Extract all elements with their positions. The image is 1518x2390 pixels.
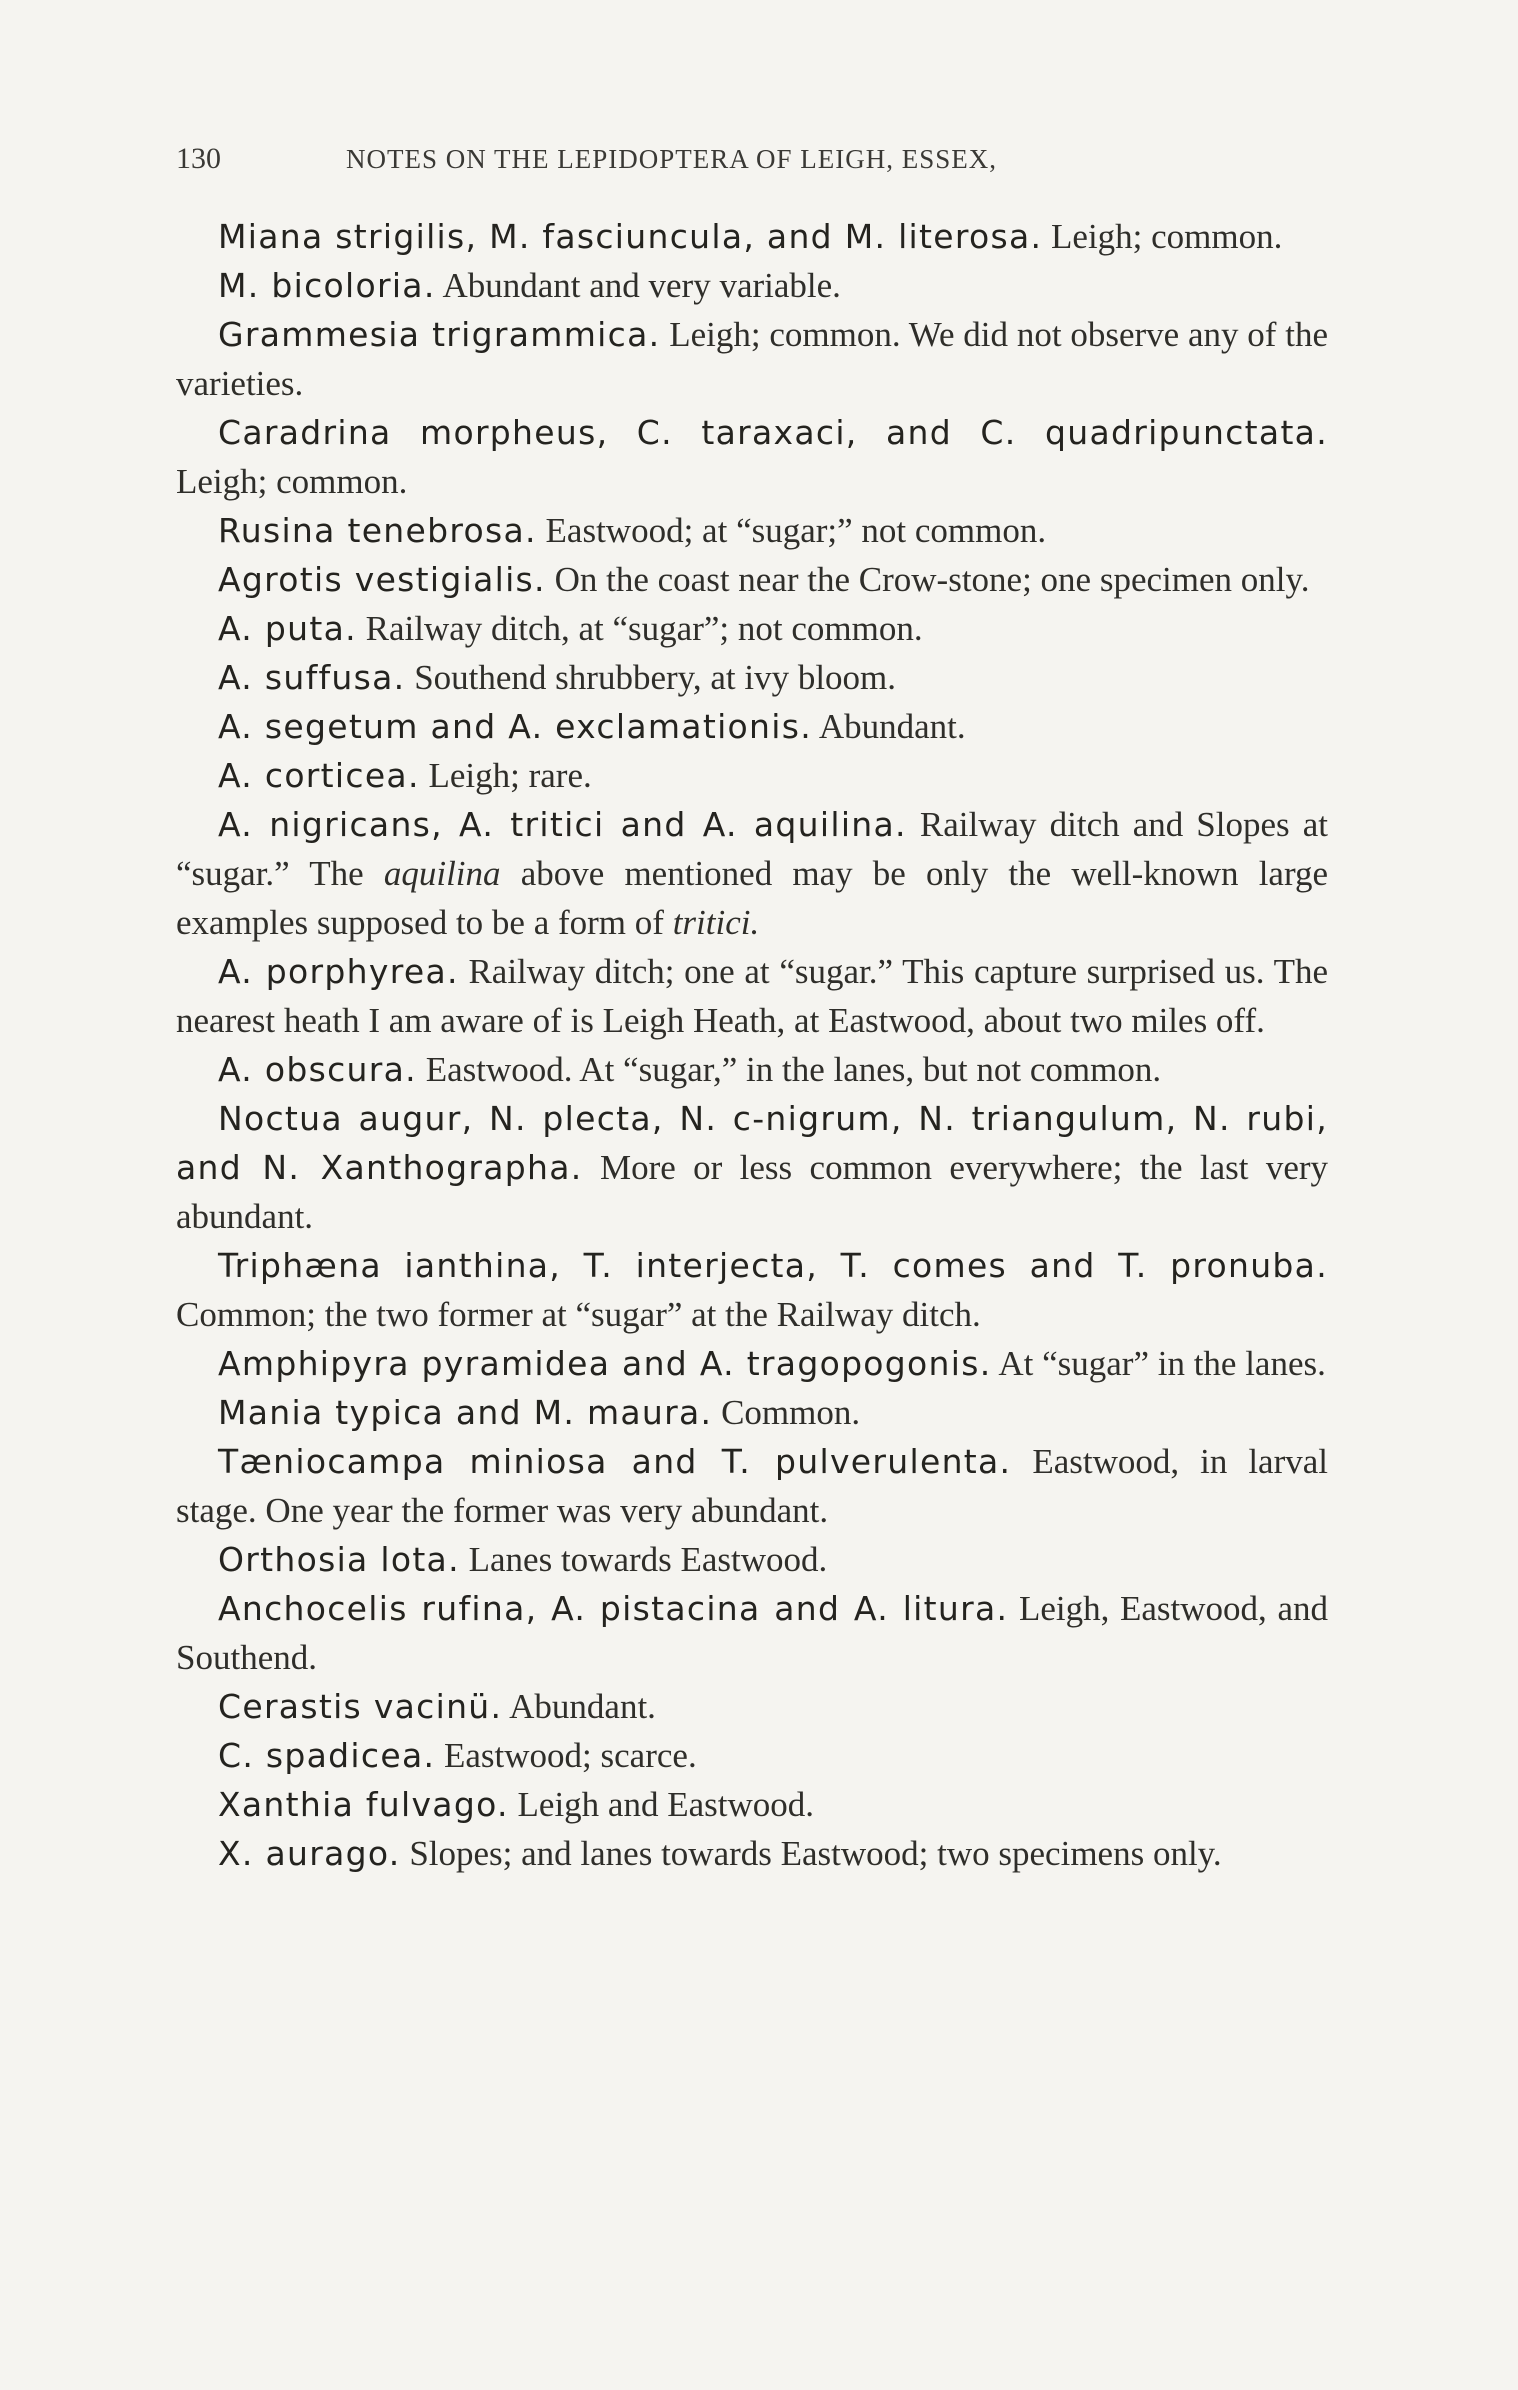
species-entry xyxy=(176,310,1328,408)
species-note: Lanes towards Eastwood. xyxy=(468,1540,828,1579)
species-note: Southend shrubbery, at ivy bloom. xyxy=(414,658,897,697)
species-note: Railway ditch; one at “sugar.” This capture surprised us. The nearest heath I am aware of is Leigh Heath, at Eastwood, about two miles off. xyxy=(176,952,1328,1040)
species-entry xyxy=(176,1682,1328,1731)
species-entry xyxy=(176,947,1328,1045)
species-entry xyxy=(176,506,1328,555)
species-name: Amphipyra pyramidea and A. tragopogonis. xyxy=(218,1344,992,1383)
species-name: C. spadicea. xyxy=(218,1736,436,1775)
species-note: Leigh; common. xyxy=(176,462,408,501)
species-entry xyxy=(176,1388,1328,1437)
species-name: Orthosia lota. xyxy=(218,1540,460,1579)
species-note: Railway ditch and Slopes at “sugar.” The xyxy=(176,805,1328,893)
species-note: Eastwood; at “sugar;” not common. xyxy=(545,511,1047,550)
species-note: Leigh and Eastwood. xyxy=(517,1785,814,1824)
species-note: Common; the two former at “sugar” at the Railway ditch. xyxy=(176,1295,981,1334)
page-number: 130 xyxy=(176,142,221,175)
species-name: Grammesia trigrammica. xyxy=(218,315,661,354)
species-italic-name: aquilina xyxy=(383,854,501,893)
species-italic-name: tritici. xyxy=(672,903,760,942)
species-entry xyxy=(176,1584,1328,1682)
species-note: Common. xyxy=(721,1393,861,1432)
species-name: A. nigricans, A. tritici and A. aquilina. xyxy=(218,805,907,844)
species-note: Eastwood. At “sugar,” in the lanes, but not common. xyxy=(425,1050,1162,1089)
species-entry xyxy=(176,1094,1328,1241)
species-name: Agrotis vestigialis. xyxy=(218,560,546,599)
species-entry xyxy=(176,212,1328,261)
species-entry xyxy=(176,1339,1328,1388)
species-note: Eastwood; scarce. xyxy=(444,1736,697,1775)
species-entry xyxy=(176,1045,1328,1094)
species-note: above mentioned may be only the well-known large examples supposed to be a form of xyxy=(176,854,1329,942)
species-entry xyxy=(176,702,1328,751)
species-entry xyxy=(176,1731,1328,1780)
species-entry xyxy=(176,604,1328,653)
species-name: Mania typica and M. maura. xyxy=(218,1393,713,1432)
species-name: Tæniocampa miniosa and T. pulverulenta. xyxy=(218,1442,1012,1481)
species-note: Abundant. xyxy=(818,707,966,746)
species-note: Eastwood, in larval stage. One year the former was very abundant. xyxy=(176,1442,1329,1530)
species-name: Xanthia fulvago. xyxy=(218,1785,509,1824)
species-name: Miana strigilis, M. fasciuncula, and M. literosa. xyxy=(218,217,1043,256)
species-note: Railway ditch, at “sugar”; not common. xyxy=(365,609,923,648)
species-name: X. aurago. xyxy=(218,1834,401,1873)
species-name: A. obscura. xyxy=(218,1050,417,1089)
species-entry xyxy=(176,408,1328,506)
species-entry xyxy=(176,1535,1328,1584)
running-head xyxy=(176,142,1336,176)
species-name: A. porphyrea. xyxy=(218,952,459,991)
species-name: A. suffusa. xyxy=(218,658,406,697)
species-name: M. bicoloria. xyxy=(218,266,436,305)
species-name: Rusina tenebrosa. xyxy=(218,511,537,550)
species-entry xyxy=(176,261,1328,310)
species-name: A. corticea. xyxy=(218,756,420,795)
species-entry xyxy=(176,1829,1328,1878)
species-name: Caradrina morpheus, C. taraxaci, and C. quadripunctata. xyxy=(218,413,1328,452)
species-name: A. puta. xyxy=(218,609,357,648)
running-title: NOTES ON THE LEPIDOPTERA OF LEIGH, ESSEX, xyxy=(346,144,998,174)
species-note: Leigh, Eastwood, and Southend. xyxy=(176,1589,1328,1677)
species-entry xyxy=(176,1780,1328,1829)
species-entry xyxy=(176,555,1328,604)
species-entry xyxy=(176,1437,1328,1535)
species-note: Leigh; common. We did not observe any of the varieties. xyxy=(176,315,1328,403)
species-name: Triphæna ianthina, T. interjecta, T. comes and T. pronuba. xyxy=(218,1246,1328,1285)
species-note: More or less common everywhere; the last very abundant. xyxy=(176,1148,1329,1236)
species-name: Cerastis vacinü. xyxy=(218,1687,503,1726)
species-note: Leigh; common. xyxy=(1051,217,1283,256)
species-entry xyxy=(176,653,1328,702)
species-note: Slopes; and lanes towards Eastwood; two specimens only. xyxy=(409,1834,1222,1873)
species-name: Anchocelis rufina, A. pistacina and A. litura. xyxy=(218,1589,1009,1628)
species-name: Noctua augur, N. plecta, N. c-nigrum, N. triangulum, N. rubi, and N. Xanthographa. xyxy=(176,1099,1328,1187)
species-name: A. segetum and A. exclamationis. xyxy=(218,707,812,746)
species-list xyxy=(176,212,1328,1878)
species-entry xyxy=(176,751,1328,800)
species-note: On the coast near the Crow-stone; one specimen only. xyxy=(554,560,1310,599)
species-note: At “sugar” in the lanes. xyxy=(998,1344,1326,1383)
species-entry xyxy=(176,1241,1328,1339)
species-entry xyxy=(176,800,1328,947)
species-note: Abundant. xyxy=(509,1687,656,1726)
species-note: Leigh; rare. xyxy=(428,756,592,795)
species-note: Abundant and very variable. xyxy=(442,266,841,305)
